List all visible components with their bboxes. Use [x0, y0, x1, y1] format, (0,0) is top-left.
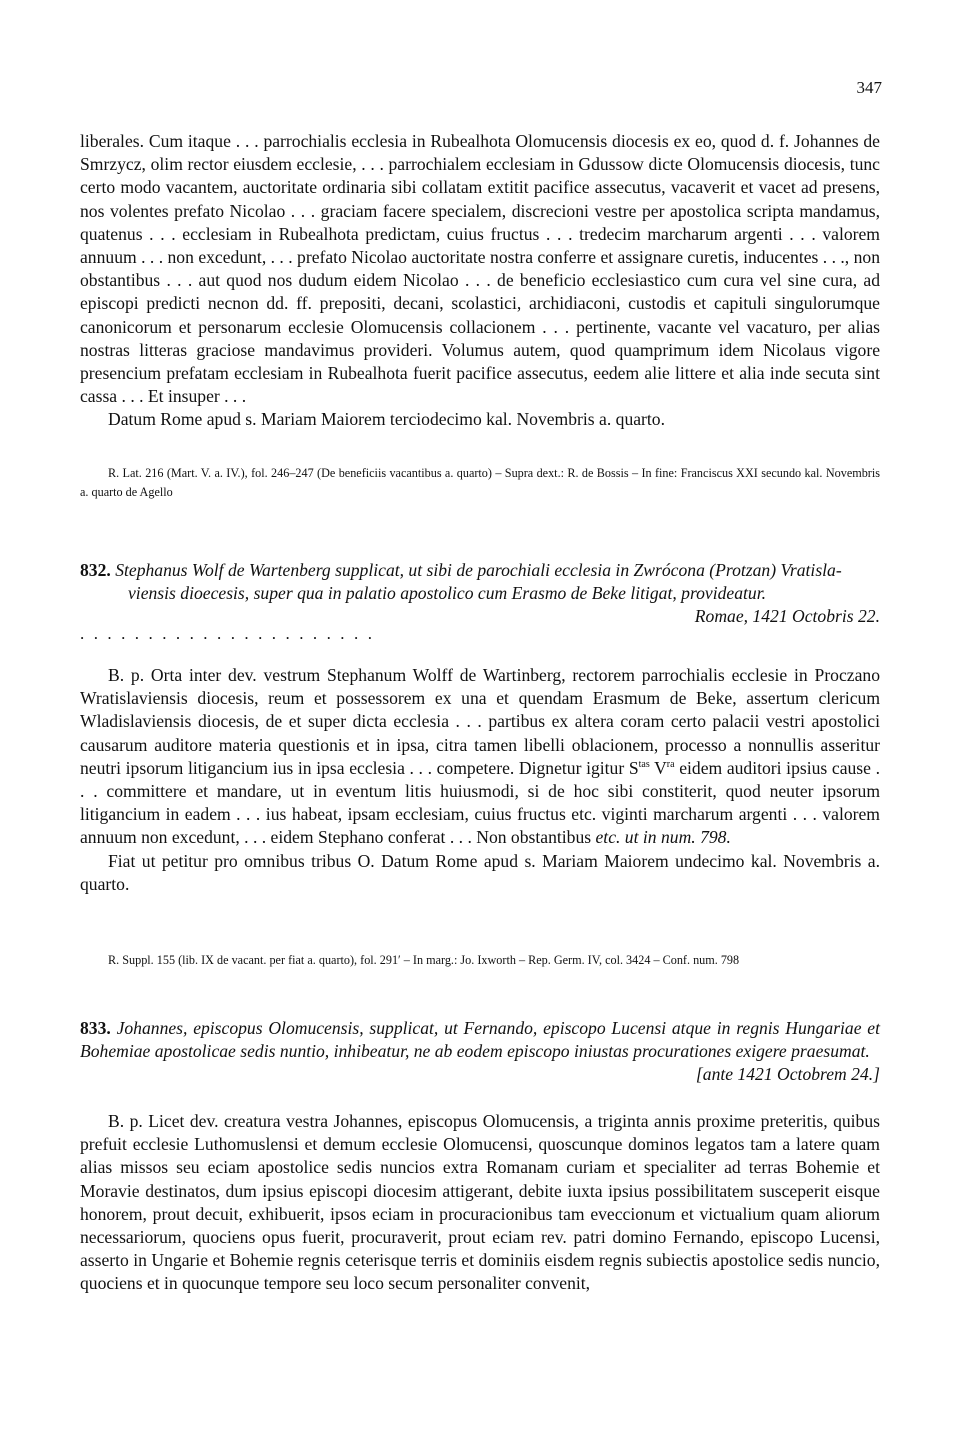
doc-832-sup1: tas	[638, 758, 650, 770]
doc-832-text-part3: eidem auditori ipsius cause . . . committere et mandare, ut in eventum litis huiusmodi, si de hoc sibi constiterit, quod neuter ipsorum litigancium in eadem . . . ius habeat, ipsam ecclesiam, cuius fructus etc. viginti marcharum argenti . . . valorem annuum non excedunt, . . . eidem Stephano conferat . . . Non obstantibus	[80, 757, 880, 848]
doc-831-dating: Datum Rome apud s. Mariam Maiorem terciodecimo kal. Novembris a. quarto.	[108, 409, 665, 430]
doc-832-text	[80, 664, 880, 850]
doc-832-sup2: ra	[666, 758, 675, 770]
doc-833-body	[80, 1110, 880, 1296]
doc-832-fiat: Fiat ut petitur pro omnibus tribus O. Datum Rome apud s. Mariam Maiorem undecimo kal. Novembris a. quarto.	[80, 850, 880, 894]
doc-832-omission: . . . . . . . . . . . . . . . . . . . . . .	[80, 624, 375, 643]
doc-832-text-italic: etc. ut in num. 798.	[595, 827, 731, 848]
page-number: 347	[856, 78, 882, 97]
doc-833-rubric-text: Johannes, episcopus Olomucensis, supplicat, ut Fernando, episcopo Lucensi atque in regnis Hungariae et Bohemiae apostolicae sedis nuntio, inhibeatur, ne ab eodem episcopo iniustas procurationes exigere praesumat.	[80, 1018, 880, 1062]
doc-832-rubric	[80, 559, 880, 629]
doc-831-body	[80, 130, 880, 432]
doc-832-place-date: Romae, 1421 Octobris 22.	[694, 606, 880, 627]
doc-832-text-part2: V	[649, 757, 667, 778]
doc-832-rubric-line1: Stephanus Wolf de Wartenberg supplicat, ut sibi de parochiali ecclesia in Zwrócona (Protzan) Vratisla-	[115, 560, 842, 580]
doc-833-rubric	[80, 1017, 880, 1087]
doc-831-paragraph: liberales. Cum itaque . . . parrochialis ecclesia in Rubealhota Olomucensis diocesis ex eo, quod d. f. Johannes de Smrzycz, olim rector eiusdem ecclesie, . . . parrochialem ecclesiam in Gdussow dicte Olomucensis diocesis, tunc certo modo vacantem, auctoritate ordinaria sibi collatam extitit pacifice assecutus, vacaverit et vacet ad presens, nos volentes prefato Nicolao . . . graciam facere specialem, discrecioni vestre per apostolica scripta mandamus, quatenus . . . ecclesiam in Rubealhota predictam, cuius fructus . . . tredecim marcharum argenti . . . valorem annuum . . . non excedunt, . . . prefato Nicolao auctoritate nostra conferre et assignare curetis, inducentes . . ., non obstantibus . . . aut quod nos dudum eidem Nicolao . . . de beneficio ecclesiastico cum cura vel sine cura, ad episcopi predicti necnon dd. ff. prepositi, decani, scolastici, archidiaconi, custodis et capituli singulorumque canonicorum et personarum ecclesie Olomucensis collacionem . . . pertinente, vacante vel vacaturo, per alias nostras litteras graciose mandavimus provideri. Volumus autem, quod quamprimum idem Nicolaus vigore presencium prefatam ecclesiam in Rubealhota fuerit pacifice assecutus, eedem alie littere et alia inde secuta sint cassa . . . Et insuper . . .	[80, 131, 880, 407]
doc-831-note	[80, 464, 880, 502]
doc-833-number: 833.	[80, 1018, 111, 1038]
doc-833-text: B. p. Licet dev. creatura vestra Johannes, episcopus Olomucensis, a triginta annis proxime preteritis, quibus prefuit ecclesie Luthomuslensi et demum ecclesie Olomucensi, quoscunque dominos legatos tam a latere quam alias missos seu eciam apostolice sedis nuncios extra Romanam curiam et specialiter ad terras Bohemie et Moravie destinatos, dum ipsius episcopi diocesim attigerant, debite iuxta ipsius possibilitatem susceperit eisque honorem, prout decuit, exhibuerit, ipsos eciam in procuracionibus tam eveccionum et victualium quam aliorum necessariorum, quociens opus fuerit, procuraverit, prout eciam rev. patri domino Fernando, episcopo Lucensi, asserto in Ungarie et Bohemie regnis ceterisque terris et dominiis eisdem regnis subiectis apostolice sedis nuncio, quociens et in quocunque tempore seu loco secum personaliter convenit,	[80, 1111, 880, 1294]
doc-832-number: 832.	[80, 560, 111, 580]
doc-832-text-part1: B. p. Orta inter dev. vestrum Stephanum Wolff de Wartinberg, rectorem parrochialis ecclesie in Proczano Wratislaviensis diocesis, reum et possessorem ex una et quendam Erasmum de Beke, assertum clericum Wladislaviensis diocesis, de et super dicta ecclesia . . . partibus ex altera coram certo palacii vestri apostolici causarum auditore materia questionis et in ipsa, citra tamen libelli oblacionem, processo a nonnullis asseritur neutri ipsorum litigancium ius in ipsa ecclesia . . . competere. Dignetur igitur S	[80, 665, 880, 778]
doc-831-note-text: R. Lat. 216 (Mart. V. a. IV.), fol. 246–247 (De beneficiis vacantibus a. quarto) – Supra dext.: R. de Bossis – In fine: Franciscus XXI secundo kal. Novembris a. quarto de Agello	[80, 466, 880, 499]
doc-832-rubric-line2: viensis dioecesis, super qua in palatio apostolico cum Erasmo de Beke litigat, provideatur.	[128, 583, 767, 604]
doc-833-place-date: [ante 1421 Octobrem 24.]	[695, 1064, 880, 1085]
doc-832-body	[80, 664, 880, 896]
doc-832-note	[80, 951, 880, 970]
doc-832-note-text: R. Suppl. 155 (lib. IX de vacant. per fiat a. quarto), fol. 291′ – In marg.: Jo. Ixworth – Rep. Germ. IV, col. 3424 – Conf. num. 798	[108, 953, 740, 967]
